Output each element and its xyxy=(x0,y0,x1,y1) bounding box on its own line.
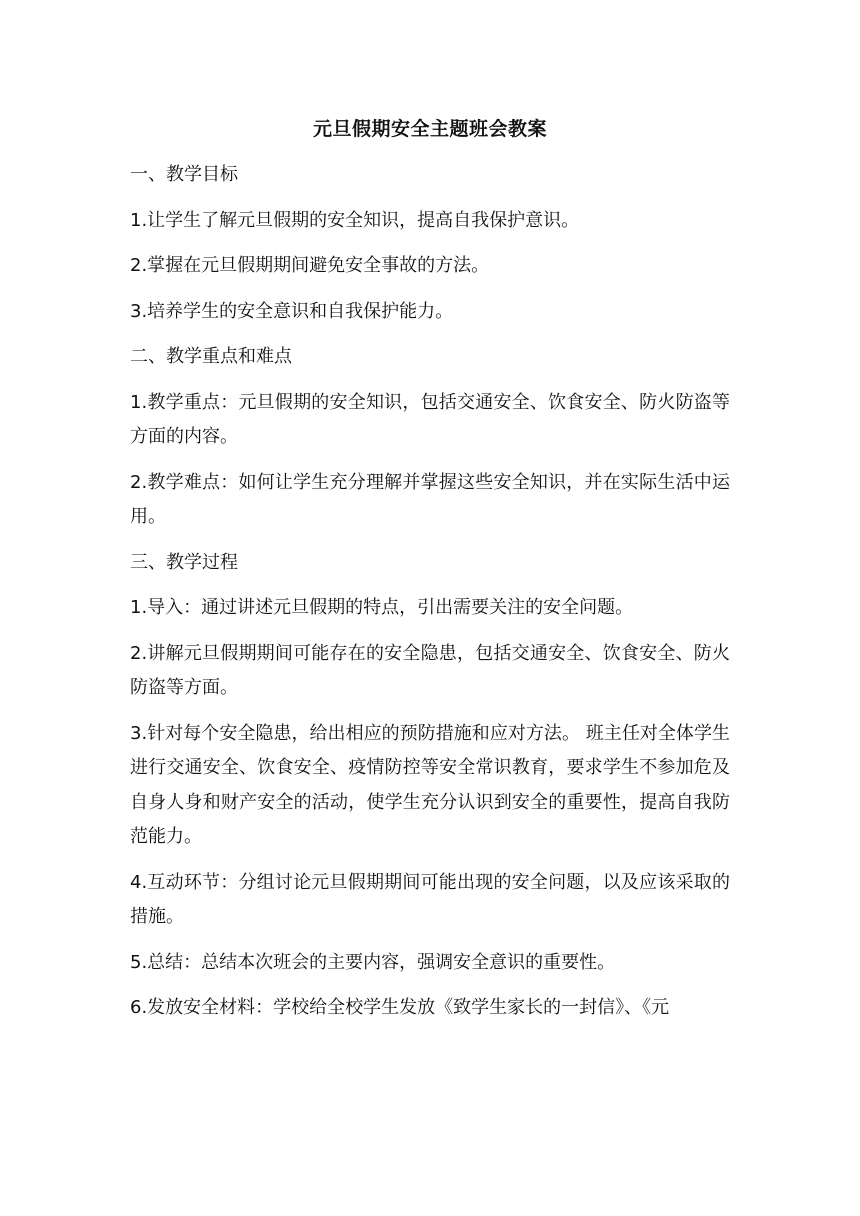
key-point-item-2: 2.教学难点：如何让学生充分理解并掌握这些安全知识，并在实际生活中运用。 xyxy=(130,471,730,527)
process-item-1: 1.导入：通过讲述元旦假期的特点，引出需要关注的安全问题。 xyxy=(130,597,634,618)
key-point-item-1: 1.教学重点：元旦假期的安全知识，包括交通安全、饮食安全、防火防盗等方面的内容。 xyxy=(130,391,730,447)
process-item-3: 3.针对每个安全隐患，给出相应的预防措施和应对方法。 班主任对全体学生进行交通安全、饮食安全、疫情防控等安全常识教育，要求学生不参加危及自身人身和财产安全的活动，使学生充分认识到安全的重要性，提高自我防范能力。 xyxy=(130,722,730,847)
objective-item-1: 1.让学生了解元旦假期的安全知识，提高自我保护意识。 xyxy=(130,209,580,231)
process-item-2: 2.讲解元旦假期期间可能存在的安全隐患，包括交通安全、饮食安全、防火防盗等方面。 xyxy=(130,642,730,698)
process-item-6: 6.发放安全材料：学校给全校学生发放《致学生家长的一封信》、《元 xyxy=(130,997,670,1018)
section-heading-objectives: 一、教学目标 xyxy=(130,164,238,185)
objective-item-3: 3.培养学生的安全意识和自我保护能力。 xyxy=(130,300,454,322)
document-body xyxy=(130,112,730,1037)
process-item-4: 4.互动环节：分组讨论元旦假期期间可能出现的安全问题，以及应该采取的措施。 xyxy=(130,871,730,927)
section-heading-process: 三、教学过程 xyxy=(130,551,238,573)
process-item-5: 5.总结：总结本次班会的主要内容，强调安全意识的重要性。 xyxy=(130,951,616,973)
objective-item-2: 2.掌握在元旦假期期间避免安全事故的方法。 xyxy=(130,255,490,276)
section-heading-key-points: 二、教学重点和难点 xyxy=(130,346,292,367)
document-title: 元旦假期安全主题班会教案 xyxy=(312,118,547,140)
